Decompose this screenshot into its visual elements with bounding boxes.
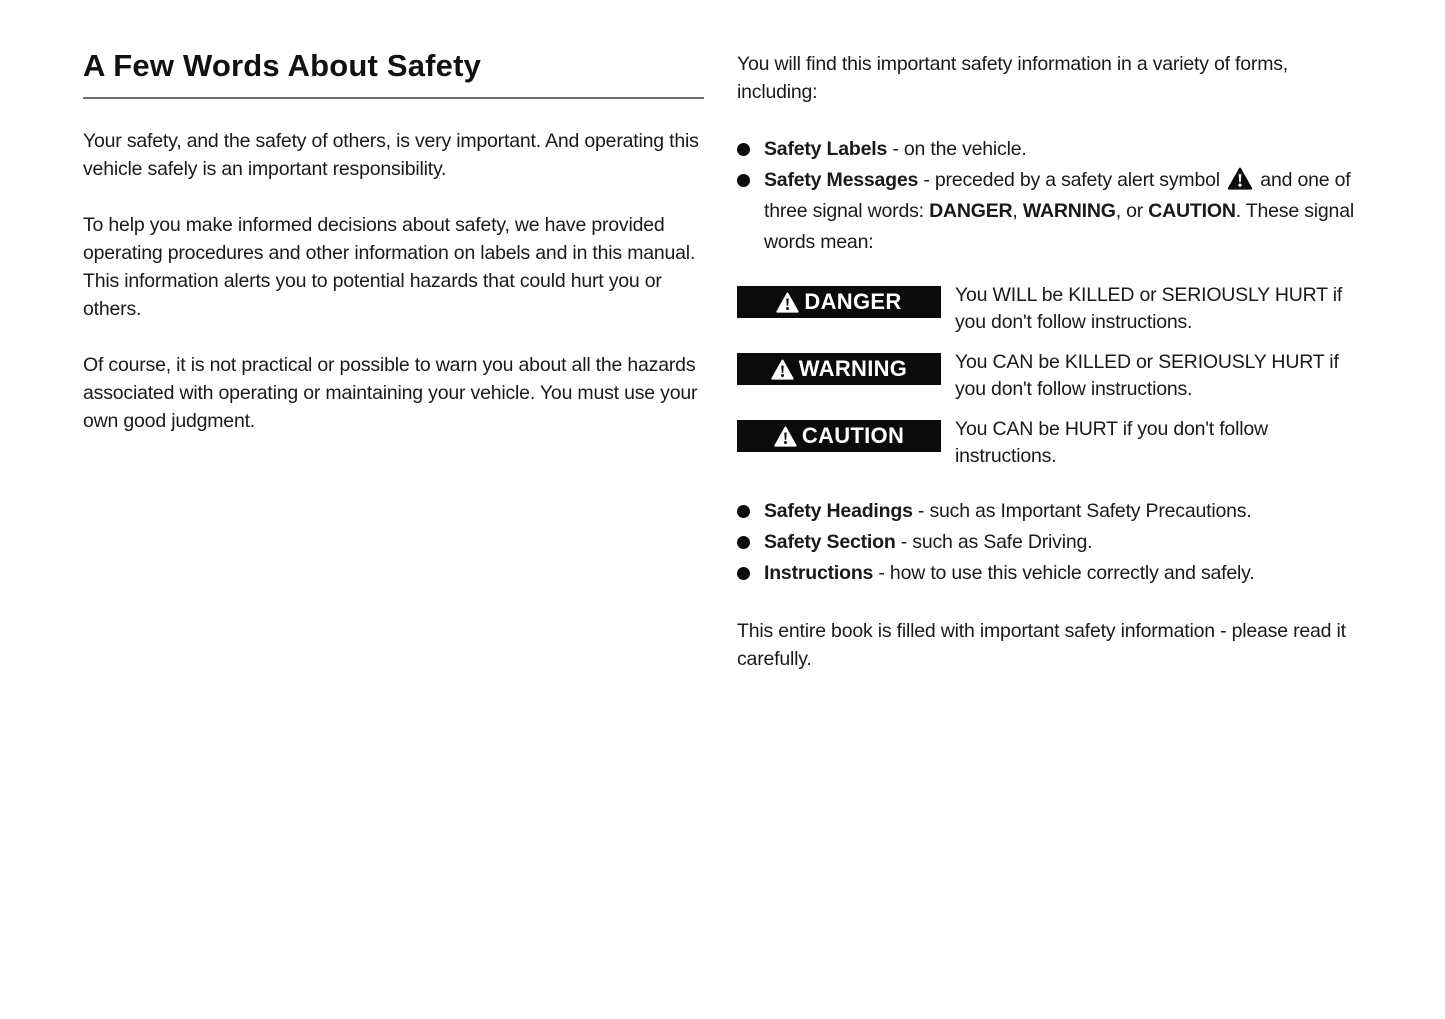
signal-word-danger: DANGER [929, 200, 1013, 222]
list-item-instructions [737, 558, 1359, 589]
bullet-icon [737, 505, 750, 518]
bullet-icon [737, 536, 750, 549]
closing-text: This entire book is filled with important safety information - please read it carefully. [737, 620, 1346, 670]
signal-words-table [737, 286, 1359, 470]
warning-description: You CAN be KILLED or SERIOUSLY HURT if you don't follow instructions. [955, 351, 1339, 400]
signal-row-warning [737, 353, 1359, 403]
intro-text: You will find this important safety information in a variety of forms, including: [737, 53, 1289, 103]
paragraph-informed-decisions: To help you make informed decisions about safety, we have provided operating procedures and other information on labels and in this manual. This information alerts you to potential hazards that could hurt you or others. [83, 214, 696, 320]
bullet-icon [737, 143, 750, 156]
right-column [737, 50, 1359, 673]
bullet-icon [737, 567, 750, 580]
paragraph-importance: Your safety, and the safety of others, is very important. And operating this vehicle safely is an important responsibility. [83, 130, 699, 180]
left-column [83, 48, 704, 435]
list-item-text: - how to use this vehicle correctly and safely. [873, 562, 1255, 584]
list-item-text: , or [1115, 200, 1149, 222]
list-item-term: Safety Labels [764, 138, 888, 160]
paragraph-good-judgment: Of course, it is not practical or possible to warn you about all the hazards associated with operating or maintaining your vehicle. You must use your own good judgment. [83, 354, 698, 432]
list-item-text: , [1012, 200, 1023, 222]
page-title: A Few Words About Safety [83, 48, 704, 99]
signal-row-caution [737, 420, 1359, 470]
list-item-term: Safety Section [764, 531, 896, 553]
list-item-text: - preceded by a safety alert symbol [918, 169, 1226, 191]
list-item-text: - such as Safe Driving. [895, 531, 1093, 553]
warning-badge [737, 353, 941, 385]
bullet-icon [737, 174, 750, 187]
alert-triangle-icon [771, 359, 794, 380]
danger-badge-label: DANGER [804, 289, 902, 314]
signal-word-warning: WARNING [1022, 200, 1116, 222]
danger-badge [737, 286, 941, 318]
alert-triangle-icon [776, 292, 799, 313]
alert-triangle-icon [774, 426, 797, 447]
danger-description: You WILL be KILLED or SERIOUSLY HURT if you don't follow instructions. [955, 284, 1343, 333]
caution-description: You CAN be HURT if you don't follow instructions. [955, 418, 1268, 467]
list-item-term: Instructions [764, 562, 874, 584]
list-item-term: Safety Messages [764, 169, 919, 191]
safety-forms-list [737, 134, 1359, 258]
alert-triangle-icon [1227, 167, 1253, 190]
signal-row-danger [737, 286, 1359, 336]
warning-badge-label: WARNING [798, 356, 908, 381]
list-item-text: and one of three signal words: [764, 169, 1351, 222]
signal-word-caution: CAUTION [1148, 200, 1236, 222]
caution-badge [737, 420, 941, 452]
list-item-safety-headings [737, 496, 1359, 527]
list-item-text: - such as Important Safety Precautions. [912, 500, 1252, 522]
caution-badge-label: CAUTION [801, 423, 905, 448]
list-item-text: . These signal words mean: [764, 200, 1354, 253]
list-item-term: Safety Headings [764, 500, 913, 522]
list-item-safety-messages [737, 165, 1359, 258]
list-item-text: - on the vehicle. [887, 138, 1027, 160]
list-item-safety-labels [737, 134, 1359, 165]
list-item-safety-section [737, 527, 1359, 558]
safety-structure-list [737, 496, 1359, 589]
